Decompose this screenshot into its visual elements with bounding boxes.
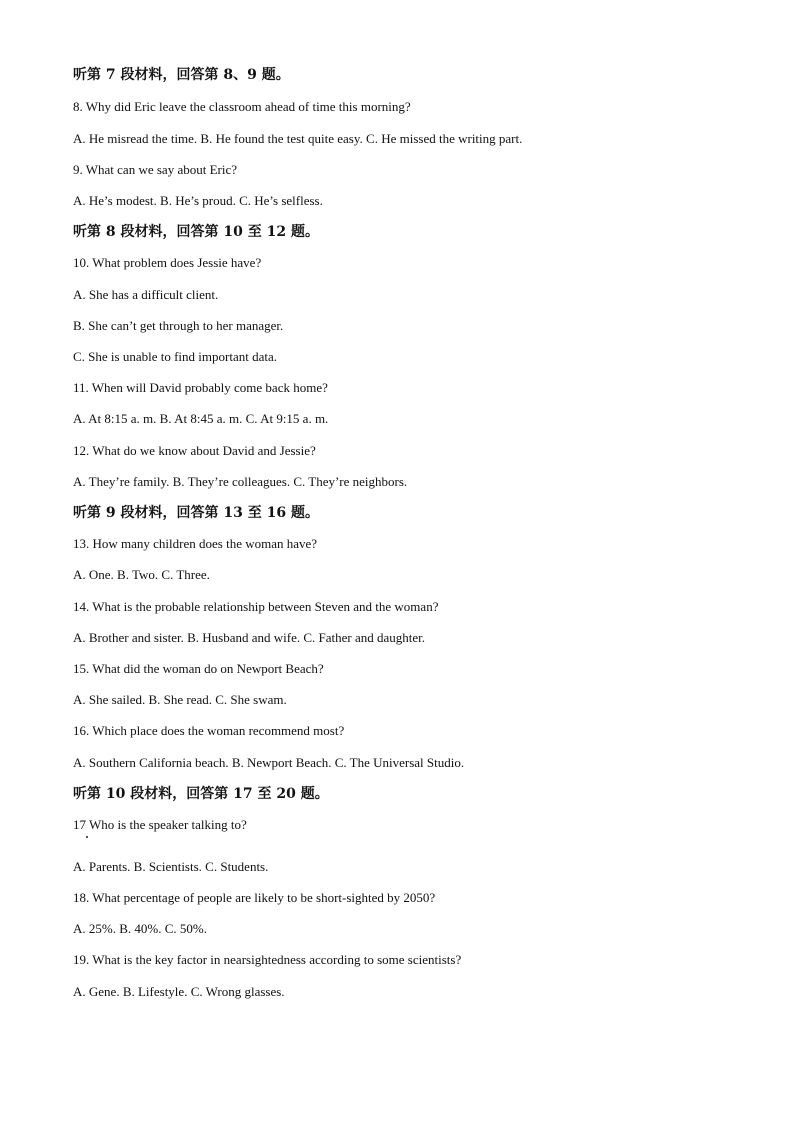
options-9: A. He’s modest. B. He’s proud. C. He’s selfless. [73, 193, 323, 208]
section-heading-10: 听第 10 段材料，回答第 17 至 20 题。 [73, 786, 329, 802]
option-10a: A. She has a difficult client. [73, 287, 219, 302]
section-heading-8: 听第 8 段材料，回答第 10 至 12 题。 [73, 224, 319, 240]
option-10b: B. She can’t get through to her manager. [73, 318, 284, 333]
question-17: 17 Who is the speaker talking to? [73, 817, 247, 832]
options-14: A. Brother and sister. B. Husband and wife. C. Father and daughter. [73, 630, 426, 645]
question-16: 16. Which place does the woman recommend most? [73, 723, 345, 738]
options-15: A. She sailed. B. She read. C. She swam. [73, 692, 287, 707]
options-8: A. He misread the time. B. He found the test quite easy. C. He missed the writing part. [73, 131, 523, 146]
question-9: 9. What can we say about Eric? [73, 162, 237, 177]
options-11: A. At 8:15 a. m. B. At 8:45 a. m. C. At 9:15 a. m. [73, 411, 329, 426]
stray-dot [86, 836, 88, 838]
options-19: A. Gene. B. Lifestyle. C. Wrong glasses. [73, 984, 285, 999]
section-heading-9: 听第 9 段材料，回答第 13 至 16 题。 [73, 505, 319, 521]
options-13: A. One. B. Two. C. Three. [73, 567, 210, 582]
question-14: 14. What is the probable relationship between Steven and the woman? [73, 599, 439, 614]
option-10c: C. She is unable to find important data. [73, 349, 277, 364]
question-10: 10. What problem does Jessie have? [73, 255, 262, 270]
question-8: 8. Why did Eric leave the classroom ahead of time this morning? [73, 99, 411, 114]
question-19: 19. What is the key factor in nearsightedness according to some scientists? [73, 952, 462, 967]
question-12: 12. What do we know about David and Jessie? [73, 443, 316, 458]
question-11: 11. When will David probably come back home? [73, 380, 328, 395]
options-12: A. They’re family. B. They’re colleagues. C. They’re neighbors. [73, 474, 408, 489]
section-heading-7: 听第 7 段材料，回答第 8、9 题。 [73, 67, 290, 83]
question-15: 15. What did the woman do on Newport Beach? [73, 661, 324, 676]
options-17: A. Parents. B. Scientists. C. Students. [73, 859, 269, 874]
options-16: A. Southern California beach. B. Newport Beach. C. The Universal Studio. [73, 755, 465, 770]
question-13: 13. How many children does the woman have? [73, 536, 318, 551]
options-18: A. 25%. B. 40%. C. 50%. [73, 921, 207, 936]
question-18: 18. What percentage of people are likely to be short-sighted by 2050? [73, 890, 436, 905]
